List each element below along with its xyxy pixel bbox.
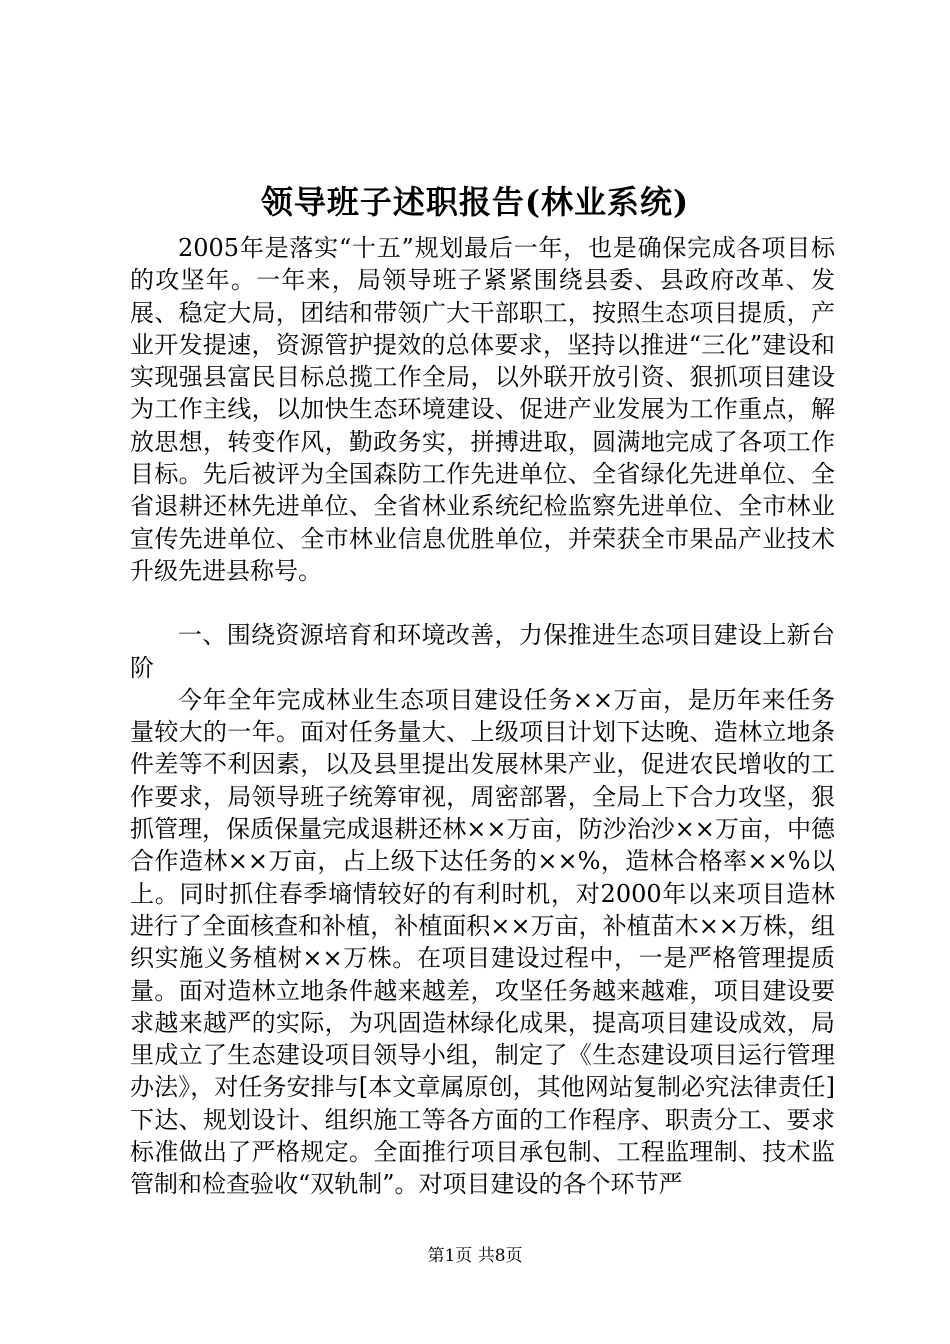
page-footer: 第1页 共8页 xyxy=(427,1246,523,1266)
document-body xyxy=(130,232,835,1201)
intro-paragraph: 2005年是落实“十五”规划最后一年，也是确保完成各项目标的攻坚年。一年来，局领导班子紧紧围绕县委、县政府改革、发展、稳定大局，团结和带领广大干部职工，按照生态项目提质，产业开发提速，资源管护提效的总体要求，坚持以推进“三化”建设和实现强县富民目标总揽工作全局，以外联开放引资、狠抓项目建设为工作主线，以加快生态环境建设、促进产业发展为工作重点，解放思想，转变作风，勤政务实，拼搏进取，圆满地完成了各项工作目标。先后被评为全国森防工作先进单位、全省绿化先进单位、全省退耕还林先进单位、全省林业系统纪检监察先进单位、全市林业宣传先进单位、全市林业信息优胜单位，并荣获全市果品产业技术升级先进县称号。 xyxy=(130,234,835,585)
section-paragraph: 今年全年完成林业生态项目建设任务××万亩，是历年来任务量较大的一年。面对任务量大、上级项目计划下达晚、造林立地条件差等不利因素，以及县里提出发展林果产业，促进农民增收的工作要求，局领导班子统筹审视，周密部署，全局上下合力攻坚，狠抓管理，保质保量完成退耕还林××万亩，防沙治沙××万亩，中德合作造林××万亩，占上级下达任务的××%，造林合格率××%以上。同时抓住春季墒情较好的有利时机，对2000年以来项目造林进行了全面核查和补植，补植面积××万亩，补植苗木××万株，组织实施义务植树××万株。在项目建设过程中，一是严格管理提质量。面对造林立地条件越来越差，攻坚任务越来越难，项目建设要求越来越严的实际，为巩固造林绿化成果，提高项目建设成效，局里成立了生态建设项目领导小组，制定了《生态建设项目运行管理办法》，对任务安排与[本文章属原创，其他网站复制必究法律责任]下达、规划设计、组织施工等各方面的工作程序、职责分工、要求标准做出了严格规定。全面推行项目承包制、工程监理制、技术监管制和检查验收“双轨制”。对项目建设的各个环节严 xyxy=(130,685,835,1199)
page-title: 领导班子述职报告(林业系统) xyxy=(260,183,690,221)
section-heading: 一、围绕资源培育和环境改善，力保推进生态项目建设上新台阶 xyxy=(130,621,835,682)
